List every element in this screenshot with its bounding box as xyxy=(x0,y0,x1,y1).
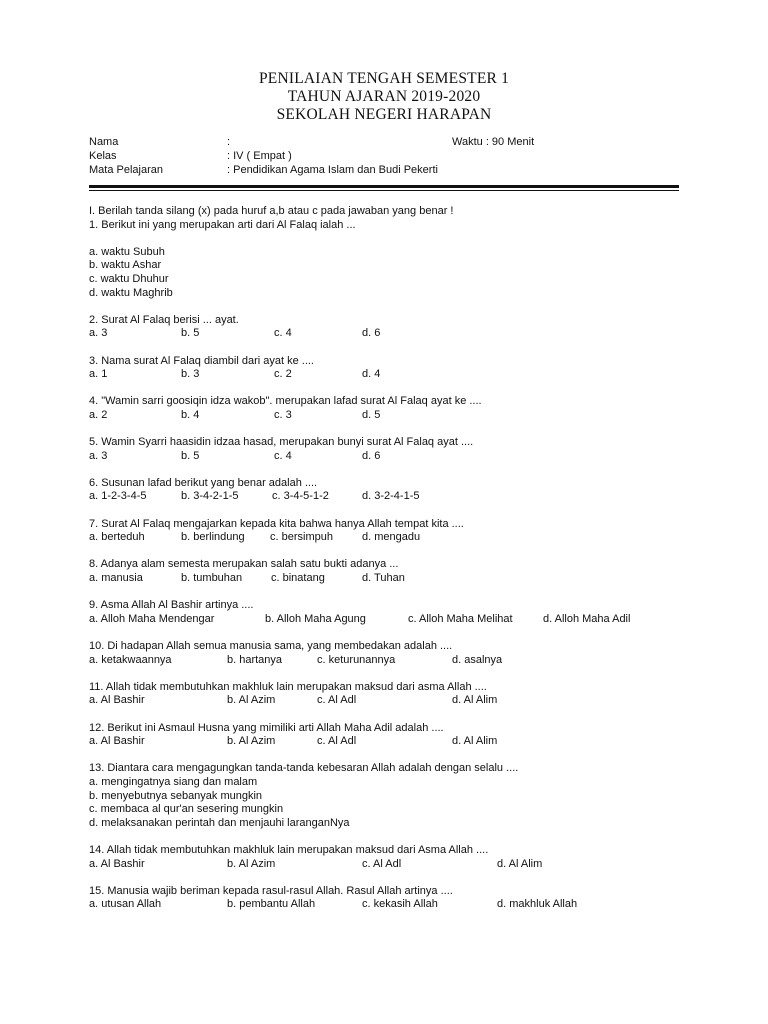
option: b. waktu Ashar xyxy=(89,259,162,272)
question-text: 14. Allah tidak membutuhkan makhluk lain merupakan maksud dari Asma Allah .... xyxy=(89,843,489,856)
option: c. binatang xyxy=(271,572,325,585)
waktu-text: Waktu : 90 Menit xyxy=(452,136,535,148)
option: c. membaca al qur'an sesering mungkin xyxy=(89,803,284,816)
option: d. 3-2-4-1-5 xyxy=(362,490,420,503)
option: b. 3-4-2-1-5 xyxy=(181,490,239,503)
info-row-nama xyxy=(89,135,689,149)
question-text: 12. Berikut ini Asmaul Husna yang mimiliki arti Allah Maha Adil adalah .... xyxy=(89,721,444,734)
divider-thick xyxy=(89,185,679,188)
nama-value: : xyxy=(227,136,231,148)
option: b. berlindung xyxy=(181,531,245,544)
option: b. 3 xyxy=(181,368,200,381)
option: a. ketakwaannya xyxy=(89,653,172,666)
question-text: 13. Diantara cara mengagungkan tanda-tanda kebesaran Allah adalah dengan selalu .... xyxy=(89,762,519,775)
option: b. pembantu Allah xyxy=(227,898,316,911)
question-text: 15. Manusia wajib beriman kepada rasul-rasul Allah. Rasul Allah artinya .... xyxy=(89,884,453,897)
option: d. asalnya xyxy=(452,653,503,666)
option: c. keturunannya xyxy=(317,653,396,666)
option: b. Al Azim xyxy=(227,857,276,870)
option: a. berteduh xyxy=(89,531,145,544)
option: d. makhluk Allah xyxy=(497,898,578,911)
option: d. 4 xyxy=(362,368,381,381)
student-info xyxy=(89,135,689,177)
info-row-mapel xyxy=(89,163,689,177)
option: b. hartanya xyxy=(227,653,283,666)
option: a. manusia xyxy=(89,572,143,585)
option: a. 3 xyxy=(89,327,108,340)
question-text: 10. Di hadapan Allah semua manusia sama, yang membedakan adalah .... xyxy=(89,640,453,652)
question-text: 5. Wamin Syarri haasidin idzaa hasad, merupakan bunyi surat Al Falaq ayat .... xyxy=(89,436,474,449)
exam-header xyxy=(0,70,768,124)
option: d. Alloh Maha Adil xyxy=(543,612,631,625)
option: d. 5 xyxy=(362,408,381,421)
option: b. menyebutnya sebanyak mungkin xyxy=(89,789,263,802)
question-text: 3. Nama surat Al Falaq diambil dari ayat ke .... xyxy=(89,354,314,367)
option: a. 1 xyxy=(89,368,108,381)
option: a. waktu Subuh xyxy=(89,245,165,258)
option: d. 6 xyxy=(362,327,381,340)
option: a. Al Bashir xyxy=(89,857,145,870)
option: b. 4 xyxy=(181,408,200,421)
question-list xyxy=(89,205,689,912)
option-row xyxy=(89,735,689,749)
option: c. Al Adl xyxy=(362,857,402,870)
header-school: SEKOLAH NEGERI HARAPAN xyxy=(276,106,492,123)
option: a. utusan Allah xyxy=(89,898,162,911)
info-row-kelas xyxy=(89,149,689,163)
option: d. mengadu xyxy=(362,531,421,544)
option: c. kekasih Allah xyxy=(362,898,438,911)
option: b. Al Azim xyxy=(227,694,276,707)
option-row xyxy=(89,613,689,627)
option: a. 3 xyxy=(89,449,108,462)
divider-thin xyxy=(89,190,679,191)
option-row xyxy=(89,898,689,912)
header-year: TAHUN AJARAN 2019-2020 xyxy=(287,88,481,105)
option: b. Alloh Maha Agung xyxy=(265,612,366,625)
nama-label: Nama xyxy=(89,136,119,148)
option-row xyxy=(89,368,689,382)
option-row xyxy=(89,694,689,708)
option: a. 2 xyxy=(89,408,108,421)
option: b. 5 xyxy=(181,449,200,462)
option: a. Al Bashir xyxy=(89,694,145,707)
option: b. tumbuhan xyxy=(181,572,243,585)
kelas-label: Kelas xyxy=(89,150,117,162)
question-text: 8. Adanya alam semesta merupakan salah satu bukti adanya ... xyxy=(89,558,399,571)
option: b. Al Azim xyxy=(227,735,276,748)
option: d. Al Alim xyxy=(452,735,498,748)
option: c. 4 xyxy=(274,327,292,340)
question-text: 11. Allah tidak membutuhkan makhluk lain merupakan maksud dari asma Allah .... xyxy=(89,680,487,693)
option: a. Al Bashir xyxy=(89,735,145,748)
option-row xyxy=(89,572,689,586)
option: c. 4 xyxy=(274,449,292,462)
option-row xyxy=(89,531,689,545)
option: d. Al Alim xyxy=(452,694,498,707)
question-text: 1. Berikut ini yang merupakan arti dari Al Falaq ialah ... xyxy=(89,218,356,231)
option-row xyxy=(89,327,689,341)
option: c. Alloh Maha Melihat xyxy=(408,612,513,625)
option: a. Alloh Maha Mendengar xyxy=(89,612,215,625)
option: c. 3 xyxy=(274,408,292,421)
option-row xyxy=(89,490,689,504)
option: c. 3-4-5-1-2 xyxy=(272,490,329,503)
question-text: 6. Susunan lafad berikut yang benar adalah .... xyxy=(89,476,318,489)
option: d. Al Alim xyxy=(497,857,543,870)
option-row xyxy=(89,450,689,464)
question-text: 2. Surat Al Falaq berisi ... ayat. xyxy=(89,313,239,326)
option-row xyxy=(89,858,689,872)
question-text: 4. "Wamin sarri goosiqin idza wakob". merupakan lafad surat Al Falaq ayat ke .... xyxy=(89,395,482,408)
header-title: PENILAIAN TENGAH SEMESTER 1 xyxy=(258,70,510,87)
question-text: 9. Asma Allah Al Bashir artinya .... xyxy=(89,599,254,612)
option: d. melaksanakan perintah dan menjauhi laranganNya xyxy=(89,816,350,829)
mapel-value: : Pendidikan Agama Islam dan Budi Pekerti xyxy=(227,164,438,176)
option: c. waktu Dhuhur xyxy=(89,272,169,285)
option: c. 2 xyxy=(274,368,292,381)
option-row xyxy=(89,654,689,668)
mapel-label: Mata Pelajaran xyxy=(89,164,163,176)
option: a. mengingatnya siang dan malam xyxy=(89,775,258,788)
kelas-value: : IV ( Empat ) xyxy=(227,150,292,162)
option: d. 6 xyxy=(362,449,381,462)
option: d. Tuhan xyxy=(362,572,405,585)
option: a. 1-2-3-4-5 xyxy=(89,490,147,503)
option: c. Al Adl xyxy=(317,694,357,707)
option: c. bersimpuh xyxy=(270,531,333,544)
option: c. Al Adl xyxy=(317,735,357,748)
question-text: 7. Surat Al Falaq mengajarkan kepada kita bahwa hanya Allah tempat kita .... xyxy=(89,517,464,530)
option: b. 5 xyxy=(181,327,200,340)
option: d. waktu Maghrib xyxy=(89,286,173,299)
instruction: I. Berilah tanda silang (x) pada huruf a,b atau c pada jawaban yang benar ! xyxy=(89,205,454,217)
option-row xyxy=(89,409,689,423)
